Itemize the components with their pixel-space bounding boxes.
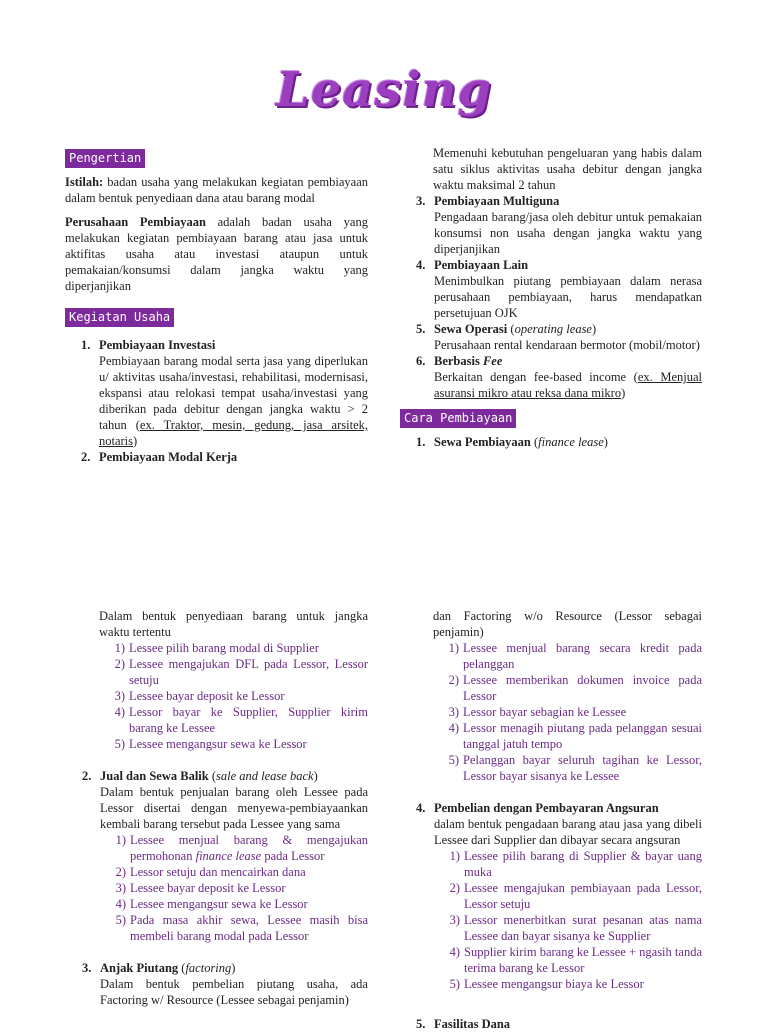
cara-list — [416, 434, 702, 450]
jual-steps — [96, 832, 368, 944]
list-item: 5) Lessee mengangsur sewa ke Lessor — [114, 737, 307, 751]
list-item: 1) Lessee pilih barang di Supplier & bayar uang muka — [449, 849, 702, 879]
list-item: 4) Lessee mengangsur sewa ke Lessor — [115, 897, 308, 911]
list-item: 5) Lessee mengangsur biaya ke Lessor — [449, 977, 644, 991]
list-item: 4) Lessor menagih piutang pada pelanggan sesuai tanggal jatuh tempo — [448, 721, 702, 751]
cara-list-continued — [82, 768, 368, 1008]
list-item: 5. Fasilitas Dana — [416, 1017, 511, 1031]
anjak-steps — [429, 640, 702, 784]
section-tag-cara-pembiayaan: Cara Pembiayaan — [400, 409, 516, 428]
list-item: 3) Lessee bayar deposit ke Lessor — [115, 881, 286, 895]
pembelian-steps — [430, 848, 702, 992]
list-item: 3) Lessor menerbitkan surat pesanan atas nama Lessee dan bayar sisanya ke Supplier — [449, 913, 702, 943]
top-left-column — [65, 145, 368, 465]
page-title: Leasing — [275, 62, 493, 118]
list-item: 1. Pembiayaan Investasi Pembiayaan barang modal serta jasa yang diperlukan u/ aktivitas usaha/investasi, rehabilitasi, modernisasi, ekspansi atau relokasi tempat usaha/investasi yang diberikan pada debitur dengan jangka waktu > 2 tahun (ex. Traktor, mesin, gedung, jasa arsitek, notaris) — [81, 338, 368, 448]
list-item: 4) Supplier kirim barang ke Lessee + ngasih tanda terima barang ke Lessor — [449, 945, 702, 975]
list-item: 4. Pembelian dengan Pembayaran Angsuran dalam bentuk pengadaan barang atau jasa yang dibeli Lessee dari Supplier dan dibayar secara angsuran 1) Lessee pilih barang di Supplier & bayar uang muka 2) Lessee mengajukan pembiayaan pada Lessor, Lessor setuju 3) Lessor menerbitkan surat pesanan atas nama Lessee dan bayar sisanya ke Supplier 4) Supplier kirim barang ke Lessee + ngasih tanda terima barang ke Lessor 5) Lessee mengangsur biaya ke Lessor — [416, 801, 702, 991]
list-item: 2) Lessee memberikan dokumen invoice pada Lessor — [448, 673, 702, 703]
top-right-column — [404, 145, 702, 450]
section-tag-pengertian: Pengertian — [65, 149, 145, 168]
bottom-left-column — [82, 608, 368, 1008]
list-item: 5) Pada masa akhir sewa, Lessee masih bisa membeli barang modal pada Lessor — [115, 913, 368, 943]
list-item: 1) Lessee pilih barang modal di Supplier — [114, 641, 319, 655]
list-item: 2) Lessee mengajukan pembiayaan pada Lessor, Lessor setuju — [449, 881, 702, 911]
list-item: 4) Lessor bayar ke Supplier, Supplier kirim barang ke Lessee — [114, 705, 368, 735]
list-item: 1) Lessee menjual barang secara kredit pada pelanggan — [448, 641, 702, 671]
list-item: 2) Lessee mengajukan DFL pada Lessor, Lessor setuju — [114, 657, 368, 687]
list-item: 5. Sewa Operasi (operating lease) Perusahaan rental kendaraan bermotor (mobil/motor) — [416, 322, 700, 352]
kegiatan-list-continued — [416, 193, 702, 401]
sewa-steps — [95, 640, 368, 752]
list-item: 3) Lessor bayar sebagian ke Lessee — [448, 705, 627, 719]
list-item: 3. Anjak Piutang (factoring) Dalam bentuk pembelian piutang usaha, ada Factoring w/ Resource (Lessee sebagai penjamin) — [82, 961, 368, 1007]
section-tag-kegiatan-usaha: Kegiatan Usaha — [65, 308, 174, 327]
list-item: 3. Pembiayaan Multiguna Pengadaan barang/jasa oleh debitur untuk pemakaian konsumsi non usaha dengan jangka waktu yang diperjanjikan — [416, 194, 702, 256]
list-item: 4. Pembiayaan Lain Menimbulkan piutang pembiayaan dalam nerasa perusahaan pembiayaan, harus mendapatkan persetujuan OJK — [416, 258, 702, 320]
bottom-right-column — [416, 608, 702, 1032]
kegiatan-list — [81, 337, 368, 465]
perusahaan-pembiayaan-paragraph: Perusahaan Pembiayaan adalah badan usaha yang melakukan kegiatan pembiayaan barang atau jasa untuk aktifitas usaha atau investasi ataupun untuk pemakaian/konsumsi dalam jangka waktu yang diperjanjikan — [65, 215, 368, 293]
list-item: 6. Berbasis Fee Berkaitan dengan fee-based income (ex. Menjual asuransi mikro atau reksa dana mikro) — [416, 354, 702, 400]
modal-kerja-desc: Memenuhi kebutuhan pengeluaran yang habis dalam satu siklus aktivitas usaha debitur dengan jangka waktu maksimal 2 tahun — [433, 146, 702, 192]
list-item: 3) Lessee bayar deposit ke Lessor — [114, 689, 285, 703]
sewa-pembiayaan-desc: Dalam bentuk penyediaan barang untuk jangka waktu tertentu — [99, 609, 368, 639]
istilah-paragraph: Istilah: badan usaha yang melakukan kegiatan pembiayaan dalam bentuk penyediaan dana atau barang modal — [65, 175, 368, 205]
anjak-desc-continued: dan Factoring w/o Resource (Lessor sebagai penjamin) — [433, 609, 702, 639]
list-item: 1. Sewa Pembiayaan (finance lease) — [416, 435, 608, 449]
list-item: 2) Lessor setuju dan mencairkan dana — [115, 865, 306, 879]
list-item: 2. Jual dan Sewa Balik (sale and lease back) Dalam bentuk penjualan barang oleh Lessee pada Lessor disertai dengan menyewa-pembiayaankan kembali barang tersebut pada Lessee yang sama 1) Lessee menjual barang & mengajukan permohonan finance lease pada Lessor 2) Lessor setuju dan mencairkan dana 3) Lessee bayar deposit ke Lessor 4) Lessee mengangsur sewa ke Lessor 5) Pada masa akhir sewa, Lessee masih bisa membeli barang modal pada Lessor — [82, 769, 368, 943]
list-item: 2. Pembiayaan Modal Kerja — [81, 450, 238, 464]
list-item: 5) Pelanggan bayar seluruh tagihan ke Lessor, Lessor bayar sisanya ke Lessee — [448, 753, 702, 783]
list-item: 1) Lessee menjual barang & mengajukan permohonan finance lease pada Lessor — [115, 833, 368, 863]
cara-list-right — [416, 800, 702, 1032]
